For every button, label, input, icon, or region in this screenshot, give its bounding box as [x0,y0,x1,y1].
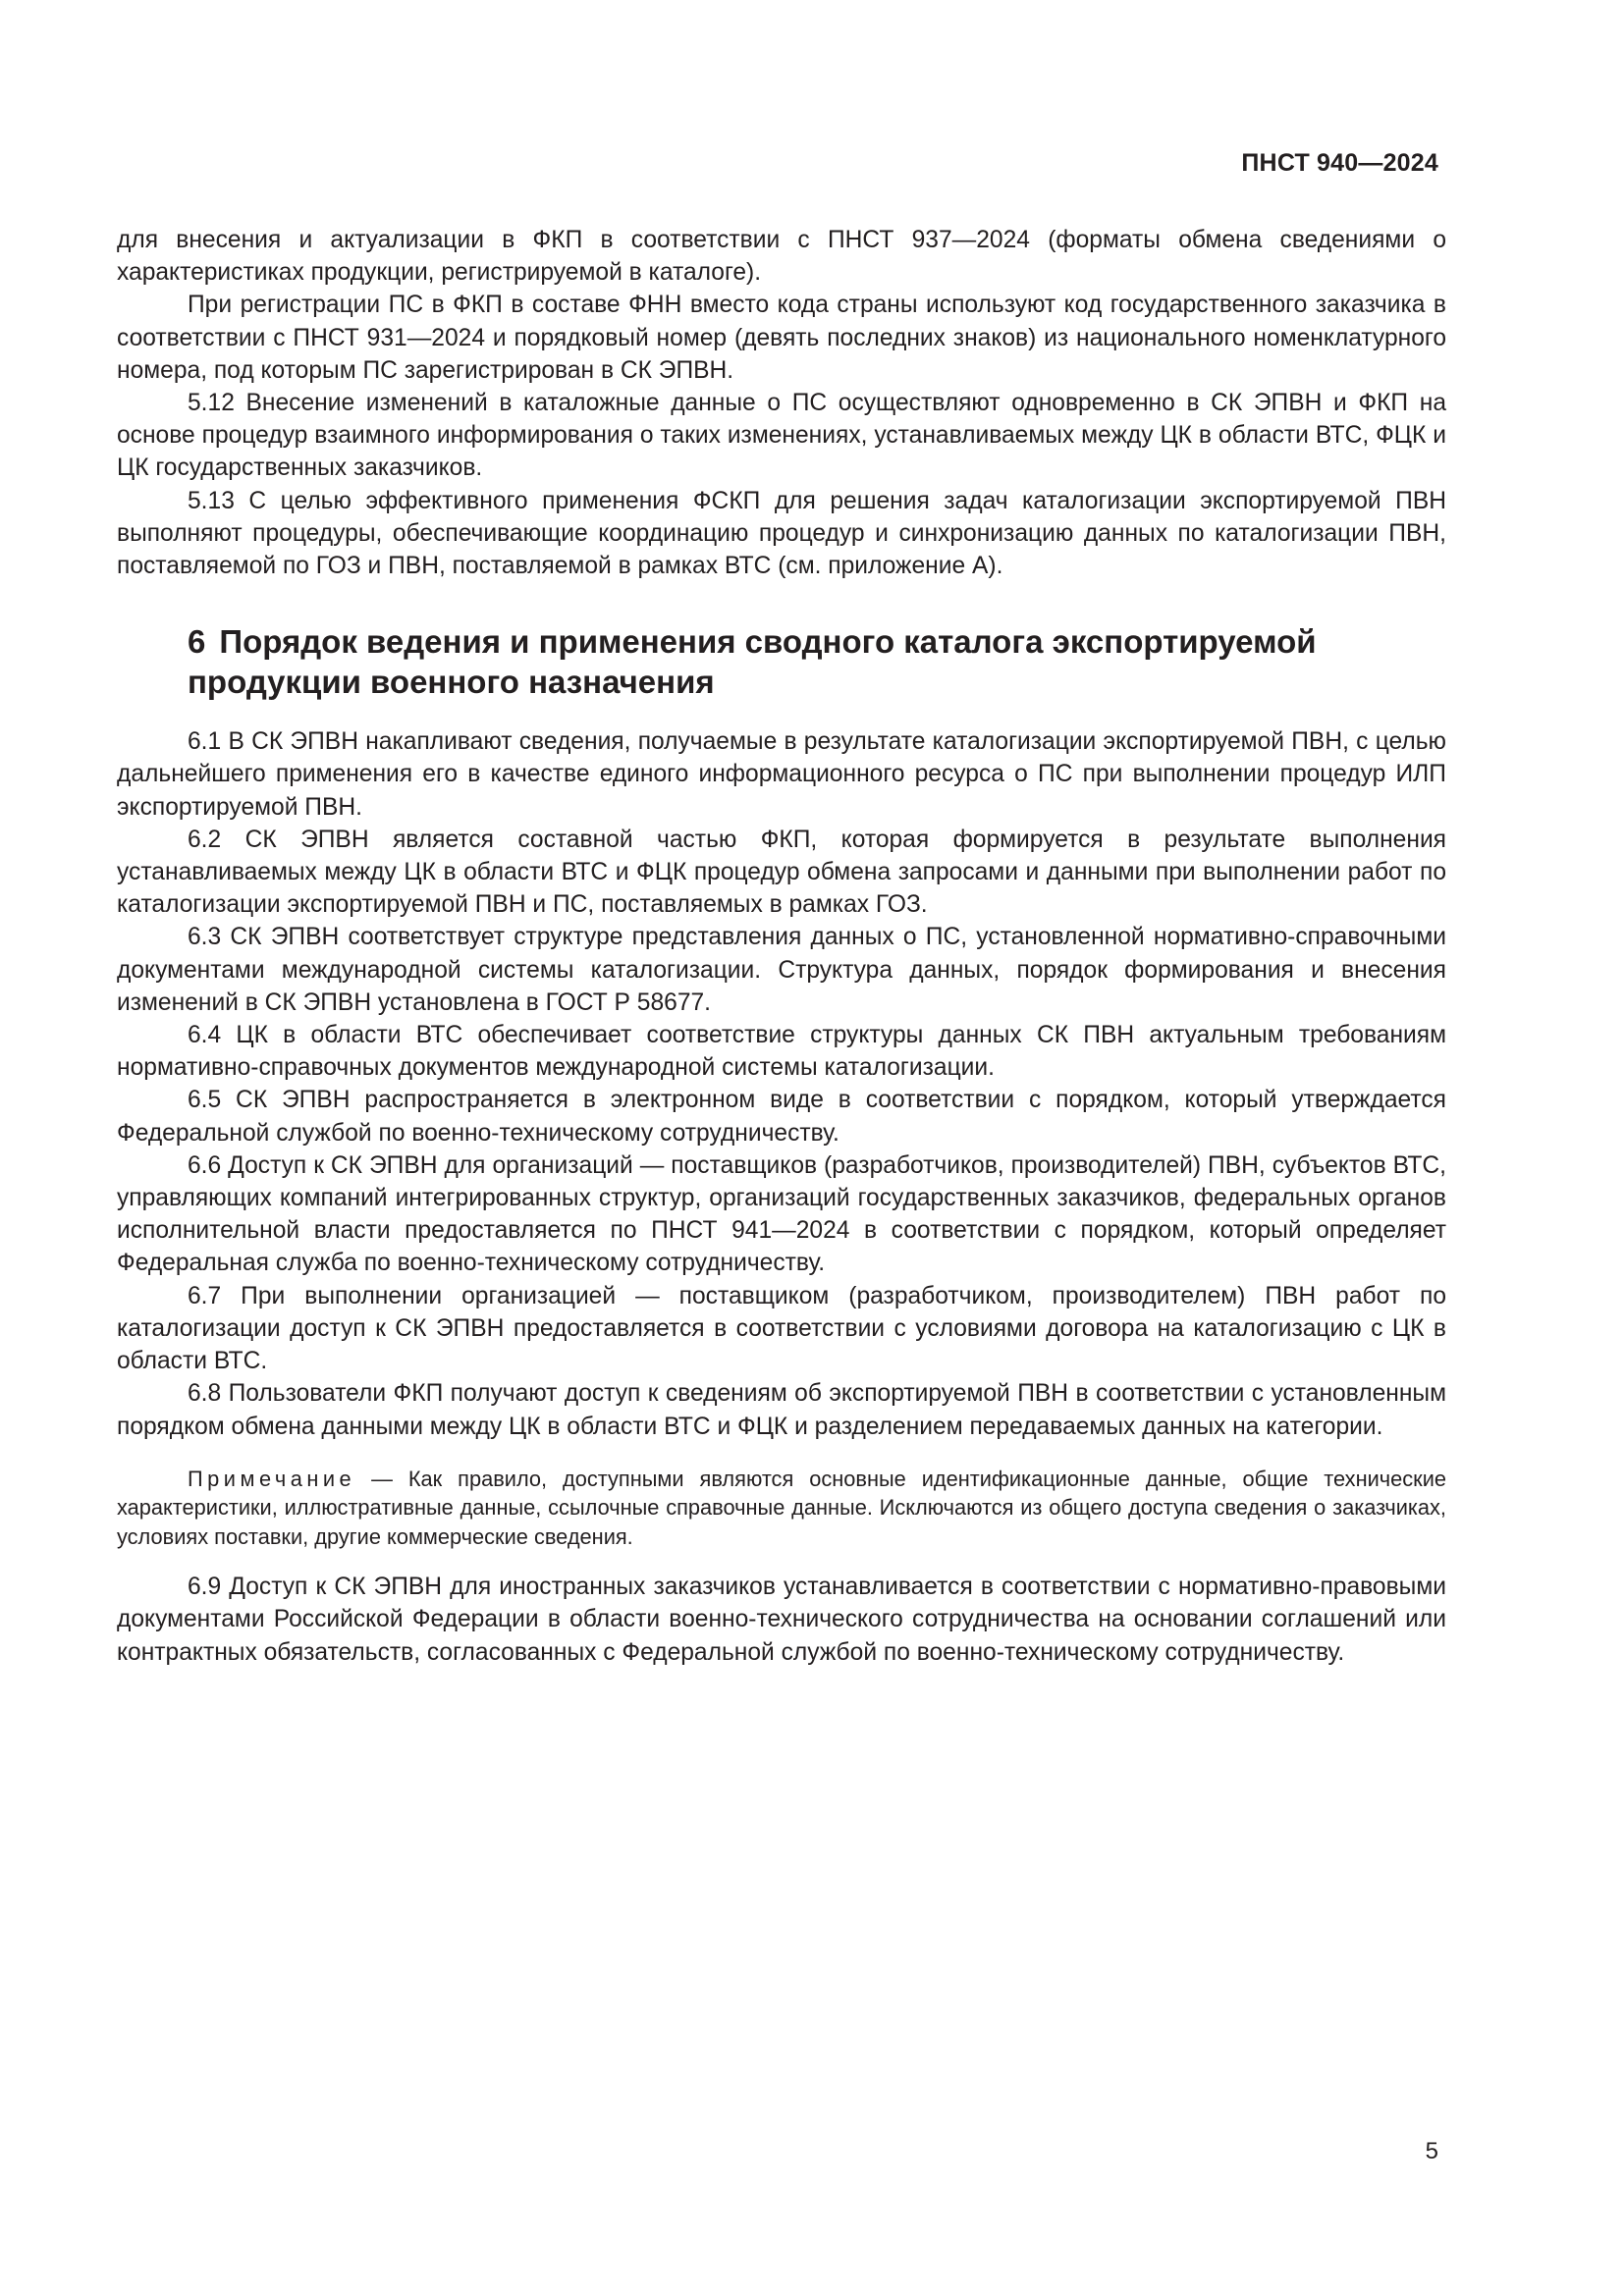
paragraph-6-9: 6.9 Доступ к СК ЭПВН для иностранных заказчиков устанавливается в соответствии с нормативно-правовыми документами Российской Федерации в области военно-технического сотрудничества на основании соглашений или контрактных обязательств, согласованных с Федеральной службой по военно-техническому сотрудничеству. [117,1574,1446,1666]
paragraph-6-1: 6.1 В СК ЭПВН накапливают сведения, получаемые в результате каталогизации экспортируемой ПВН, с целью дальнейшего применения его в качестве единого информационного ресурса о ПС при выполнении процедур ИЛП экспортируемой ПВН. [117,728,1446,821]
document-code-header: ПНСТ 940—2024 [1241,149,1438,177]
paragraph-6-5: 6.5 СК ЭПВН распространяется в электронном виде в соответствии с порядком, который утверждается Федеральной службой по военно-техническому сотрудничеству. [117,1087,1446,1147]
paragraph-5-13: 5.13 С целью эффективного применения ФСКП для решения задач каталогизации экспортируемой ПВН выполняют процедуры, обеспечивающие координацию процедур и синхронизацию данных по каталогизации ПВН, поставляемой по ГОЗ и ПВН, поставляемой в рамках ВТС (см. приложение А). [117,487,1446,580]
note-label: Примечание [188,1466,356,1491]
section-heading-6 [117,621,1446,702]
paragraph-6-6: 6.6 Доступ к СК ЭПВН для организаций — поставщиков (разработчиков, производителей) ПВН, субъектов ВТС, управляющих компаний интегрированных структур, организаций государственных заказчиков, федеральных органов исполнительной власти предоставляется по ПНСТ 941—2024 в соответствии с порядком, который определяет Федеральная служба по военно-техническому сотрудничеству. [117,1151,1446,1277]
paragraph-6-7: 6.7 При выполнении организацией — поставщиком (разработчиком, производителем) ПВН работ по каталогизации доступ к СК ЭПВН предоставляется в соответствии с условиями договора на каталогизацию с ЦК в области ВТС. [117,1282,1446,1375]
note-text: — Как правило, доступными являются основные идентификационные данные, общие технические характеристики, иллюстративные данные, ссылочные справочные данные. Исключаются из общего доступа сведения о заказчиках, условиях поставки, другие коммерческие сведения. [117,1466,1446,1549]
paragraph-6-3: 6.3 СК ЭПВН соответствует структуре представления данных о ПС, установленной нормативно-справочными документами международной системы каталогизации. Структура данных, порядок формирования и внесения изменений в СК ЭПВН установлена в ГОСТ Р 58677. [117,924,1446,1016]
section-number: 6 [188,623,206,661]
section-title: Порядок ведения и применения сводного каталога экспортируемой продукции военного назначения [188,623,1317,701]
paragraph-continuation: для внесения и актуализации в ФКП в соответствии с ПНСТ 937—2024 (форматы обмена сведениями о характеристиках продукции, регистрируемой в каталоге). [117,227,1446,287]
paragraph-5-12: 5.12 Внесение изменений в каталожные данные о ПС осуществляют одновременно в СК ЭПВН и ФКП на основе процедур взаимного информирования о таких изменениях, устанавливаемых между ЦК в области ВТС, ФЦК и ЦК государственных заказчиков. [117,390,1446,482]
paragraph-registration: При регистрации ПС в ФКП в составе ФНН вместо кода страны используют код государственного заказчика в соответствии с ПНСТ 931—2024 и порядковый номер (девять последних знаков) из национального номенклатурного номера, под которым ПС зарегистрирован в СК ЭПВН. [117,292,1446,384]
paragraph-6-2: 6.2 СК ЭПВН является составной частью ФКП, которая формируется в результате выполнения устанавливаемых между ЦК в области ВТС и ФЦК процедур обмена запросами и данными при выполнении работ по каталогизации экспортируемой ПВН и ПС, поставляемых в рамках ГОЗ. [117,826,1446,919]
paragraph-6-8: 6.8 Пользователи ФКП получают доступ к сведениям об экспортируемой ПВН в соответствии с установленным порядком обмена данными между ЦК в области ВТС и ФЦК и разделением передаваемых данных на категории. [117,1380,1446,1440]
page-number: 5 [1425,2138,1438,2164]
note-block [117,1465,1446,1552]
page-body [117,224,1446,1669]
paragraph-6-4: 6.4 ЦК в области ВТС обеспечивает соответствие структуры данных СК ПВН актуальным требованиям нормативно-справочных документов международной системы каталогизации. [117,1022,1446,1082]
